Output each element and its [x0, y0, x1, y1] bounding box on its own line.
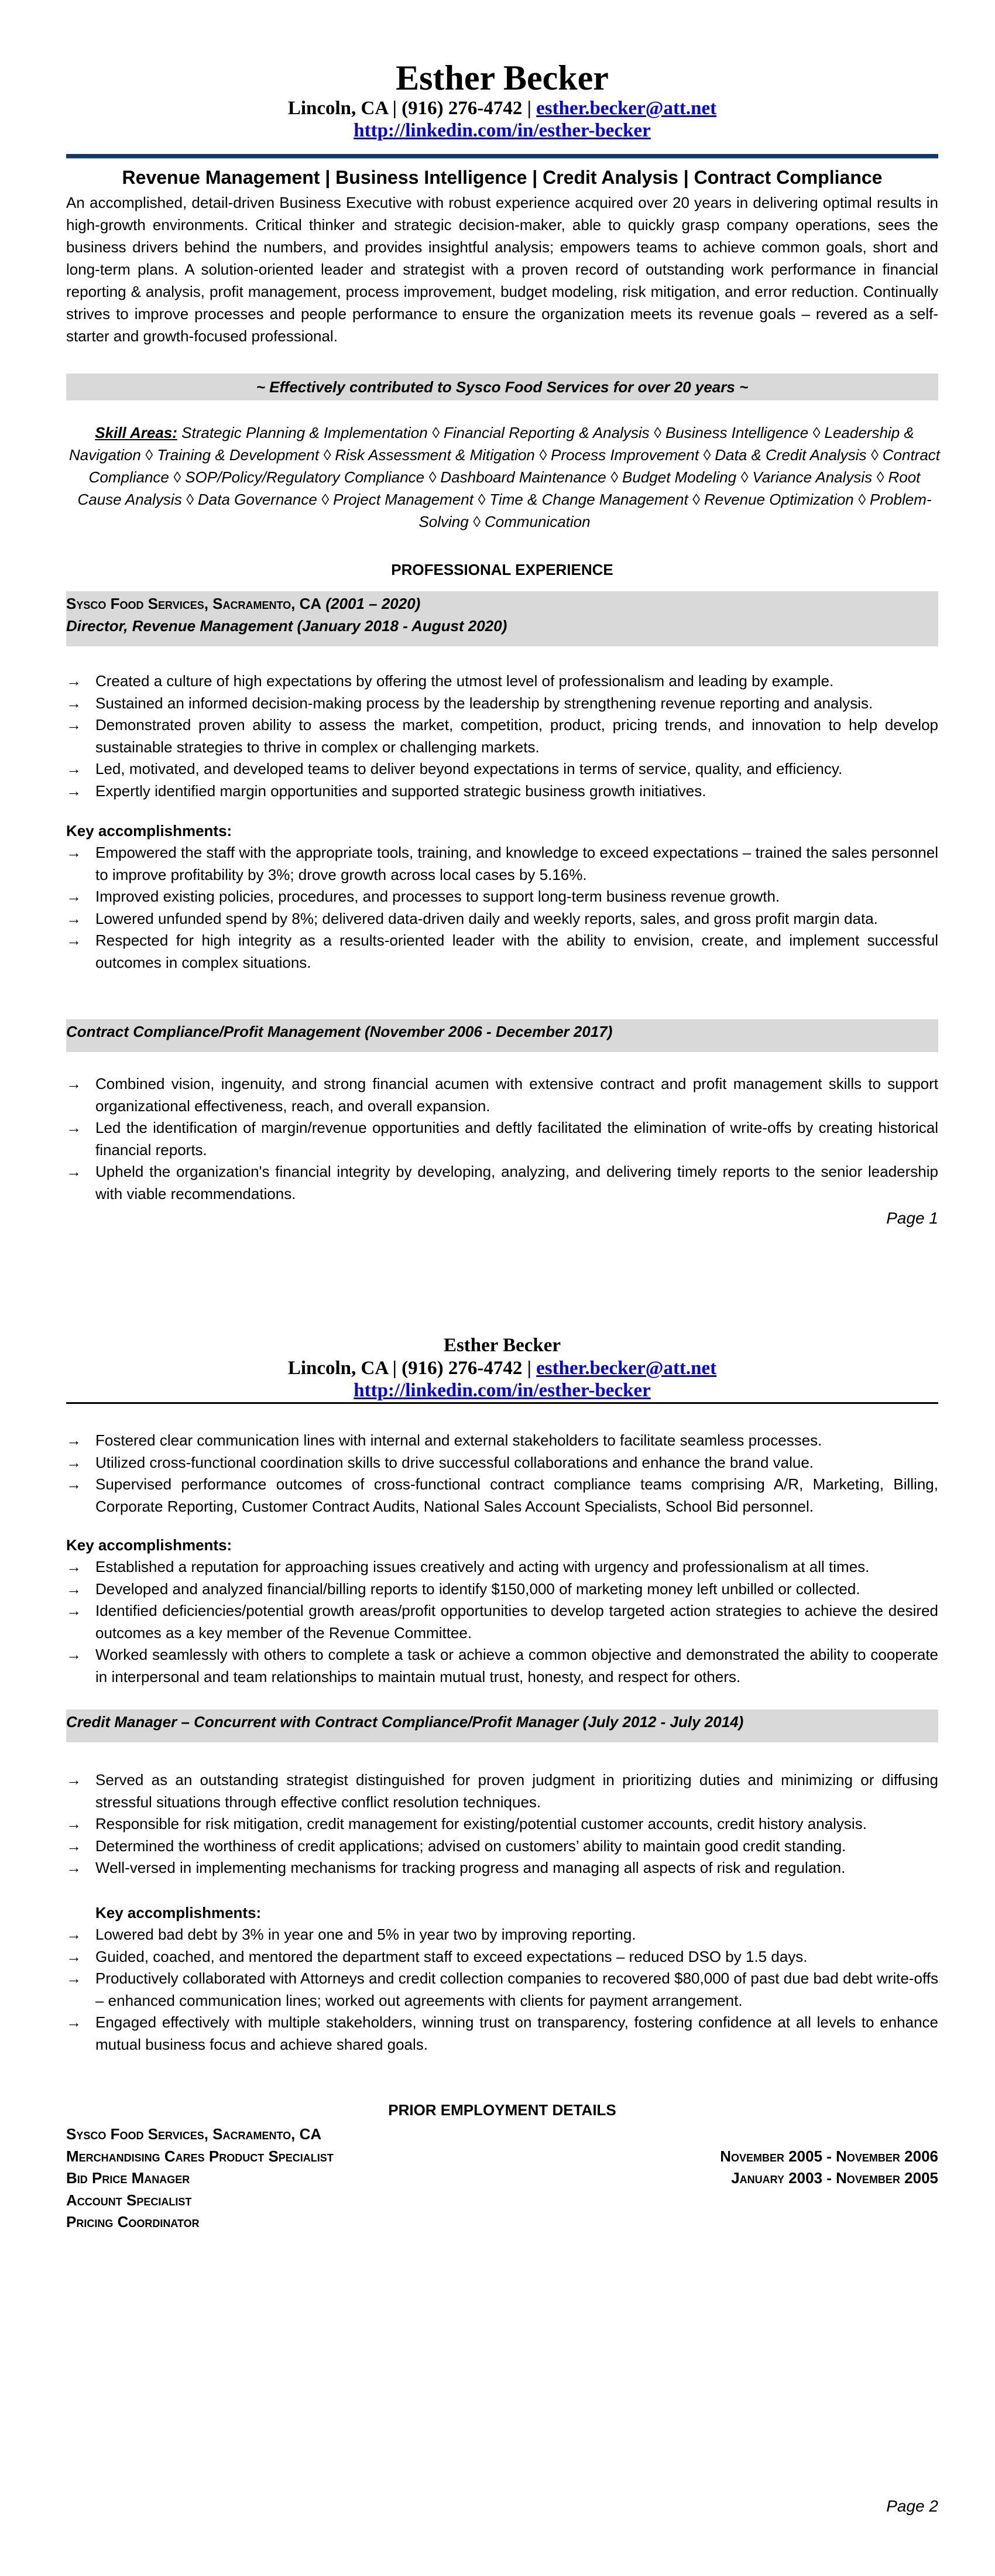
- prior-company: Sysco Food Services, Sacramento, CA: [66, 2125, 322, 2143]
- contact-line: [66, 97, 938, 119]
- list-item: → Fostered clear communication lines with internal and external stakeholders to facilitate seamless processes.: [66, 1430, 938, 1452]
- skill-areas-label: Skill Areas:: [95, 424, 177, 441]
- list-item: → Sustained an informed decision-making process by the leadership by strengthening revenue reporting and analysis.: [66, 693, 938, 715]
- arrow-bullet-icon: →: [66, 931, 81, 949]
- contract-compliance-duties-list: [66, 1073, 938, 1205]
- role-title-director: Director, Revenue Management (January 2018 - August 2020): [66, 617, 507, 635]
- list-item: → Served as an outstanding strategist distinguished for proven judgment in prioritizing duties and minimizing or diffusing stressful situations through effective conflict resolution techniques.: [66, 1769, 938, 1813]
- prior-employment-list: [66, 2123, 938, 2234]
- list-item: → Improved existing policies, procedures, and processes to support long-term business revenue growth.: [66, 886, 938, 908]
- linkedin-link[interactable]: http://linkedin.com/in/esther-becker: [354, 120, 651, 141]
- email-link[interactable]: esther.becker@att.net: [536, 98, 717, 119]
- list-item: → Empowered the staff with the appropriate tools, training, and knowledge to exceed expectations – trained the sales personnel to improve profitability by 3%; drove growth across local cases by 5.16%.: [66, 842, 938, 886]
- arrow-bullet-icon: →: [66, 1771, 81, 1789]
- linkedin-line: [66, 1379, 938, 1402]
- arrow-bullet-icon: →: [66, 1859, 81, 1876]
- skill-areas: [66, 422, 943, 533]
- location-phone: Lincoln, CA | (916) 276-4742 |: [287, 1358, 537, 1379]
- summary-paragraph: An accomplished, detail-driven Business Executive with robust experience acquired over 20 years in delivering optimal results in high-growth environments. Critical thinker and strategic decision-maker, able to quickly grasp company operations, sees the business drivers behind the numbers, and provides insightful analysis; empowers teams to achieve common goals, short and long-term plans. A solution-oriented leader and strategist with a proven record of outstanding work performance in financial reporting & analysis, profit management, process improvement, budget modeling, risk mitigation, and error reduction. Continually strives to improve processes and people performance to ensure the organization meets its revenue goals – revered as a self-starter and growth-focused professional.: [66, 194, 938, 345]
- arrow-bullet-icon: →: [66, 1815, 81, 1832]
- company-name: Sysco Food Services, Sacramento, CA: [66, 595, 322, 612]
- role-title-credit-manager: Credit Manager – Concurrent with Contract Compliance/Profit Manager (July 2012 - July 2014): [66, 1713, 744, 1731]
- arrow-bullet-icon: →: [66, 716, 81, 734]
- arrow-bullet-icon: →: [66, 844, 81, 861]
- arrow-bullet-icon: →: [66, 1602, 81, 1619]
- arrow-bullet-icon: →: [66, 760, 81, 777]
- key-accomplishments-heading: Key accomplishments:: [66, 1536, 232, 1554]
- arrow-bullet-icon: →: [66, 1580, 81, 1598]
- arrow-bullet-icon: →: [66, 909, 81, 927]
- arrow-bullet-icon: →: [66, 1969, 81, 1987]
- arrow-bullet-icon: →: [66, 1837, 81, 1855]
- arrow-bullet-icon: →: [66, 1163, 81, 1180]
- list-item: → Led the identification of margin/revenue opportunities and deftly facilitated the elimination of write-offs by creating historical financial reports.: [66, 1117, 938, 1161]
- arrow-bullet-icon: →: [66, 1453, 81, 1471]
- credit-manager-duties-list: [66, 1769, 938, 1879]
- contact-line: [66, 1357, 938, 1379]
- arrow-bullet-icon: →: [66, 782, 81, 800]
- list-item: → Respected for high integrity as a results-oriented leader with the ability to envision, create, and implement successful outcomes in complex situations.: [66, 930, 938, 974]
- list-item: → Productively collaborated with Attorneys and credit collection companies to recovered $80,000 of past due bad debt write-offs – enhanced communication lines; worked out agreements with clients for payment arrangement.: [66, 1968, 938, 2012]
- list-item: → Developed and analyzed financial/billing reports to identify $150,000 of marketing money left unbilled or collected.: [66, 1578, 938, 1601]
- arrow-bullet-icon: →: [66, 1075, 81, 1092]
- arrow-bullet-icon: →: [66, 1926, 81, 1943]
- key-accomplishments-heading: Key accomplishments:: [66, 822, 232, 840]
- section-title-experience: PROFESSIONAL EXPERIENCE: [391, 561, 613, 578]
- list-item: → Lowered bad debt by 3% in year one and 5% in year two by improving reporting.: [66, 1924, 938, 1946]
- contract-compliance-accomplishments-list: [66, 1556, 938, 1688]
- arrow-bullet-icon: →: [66, 2013, 81, 2031]
- company-dates: (2001 – 2020): [321, 595, 421, 612]
- list-item: → Guided, coached, and mentored the department staff to exceed expectations – reduced DSO by 1.5 days.: [66, 1946, 938, 1968]
- list-item: → Led, motivated, and developed teams to deliver beyond expectations in terms of service, quality, and efficiency.: [66, 758, 938, 780]
- list-item: → Engaged effectively with multiple stakeholders, winning trust on transparency, fostering confidence at all levels to enhance mutual business focus and achieve shared goals.: [66, 2012, 938, 2056]
- list-item: → Worked seamlessly with others to complete a task or achieve a common objective and demonstrated the ability to cooperate in interpersonal and team relationships to maintain mutual trust, honesty, and respect for others.: [66, 1644, 938, 1688]
- arrow-bullet-icon: →: [66, 694, 81, 712]
- headline: Revenue Management | Business Intelligence | Credit Analysis | Contract Compliance: [122, 167, 883, 188]
- list-item: → Lowered unfunded spend by 8%; delivered data-driven daily and weekly reports, sales, and gross profit margin data.: [66, 908, 938, 930]
- arrow-bullet-icon: →: [66, 1646, 81, 1663]
- location-phone: Lincoln, CA | (916) 276-4742 |: [287, 98, 537, 119]
- list-item: → Identified deficiencies/potential growth areas/profit opportunities to develop targeted action strategies to achieve the desired outcomes as a key member of the Revenue Committee.: [66, 1600, 938, 1644]
- list-item: → Created a culture of high expectations by offering the utmost level of professionalism and leading by example.: [66, 670, 938, 693]
- list-item: → Utilized cross-functional coordination skills to drive successful collaborations and enhance the brand value.: [66, 1452, 938, 1474]
- arrow-bullet-icon: →: [66, 1947, 81, 1965]
- header-divider: [66, 1402, 938, 1404]
- candidate-name: Esther Becker: [396, 59, 609, 97]
- linkedin-line: [66, 119, 938, 142]
- linkedin-link[interactable]: http://linkedin.com/in/esther-becker: [354, 1380, 651, 1401]
- role-title-contract-compliance: Contract Compliance/Profit Management (November 2006 - December 2017): [66, 1023, 613, 1040]
- skill-areas-list: Strategic Planning & Implementation ◊ Financial Reporting & Analysis ◊ Business Intelligence ◊ Leadership & Navigation ◊ Training & Development ◊ Risk Assessment & Mitigation ◊ Process Improvement ◊ Data & Credit Analysis ◊ Contract Compliance ◊ SOP/Policy/Regulatory Compliance ◊ Dashboard Maintenance ◊ Budget Modeling ◊ Variance Analysis ◊ Root Cause Analysis ◊ Data Governance ◊ Project Management ◊ Time & Change Management ◊ Revenue Optimization ◊ Problem-Solving ◊ Communication: [68, 424, 941, 530]
- list-item: → Demonstrated proven ability to assess the market, competition, product, pricing trends, and innovation to help develop sustainable strategies to thrive in complex or challenging markets.: [66, 714, 938, 758]
- arrow-bullet-icon: →: [66, 1431, 81, 1449]
- header-divider: [66, 154, 938, 159]
- prior-role-row: Bid Price Manager January 2003 - November 2005: [66, 2169, 938, 2187]
- arrow-bullet-icon: →: [66, 888, 81, 905]
- director-accomplishments-list: [66, 842, 938, 974]
- email-link[interactable]: esther.becker@att.net: [536, 1358, 717, 1379]
- list-item: → Combined vision, ingenuity, and strong financial acumen with extensive contract and profit management skills to support organizational effectiveness, reach, and overall expansion.: [66, 1073, 938, 1117]
- page2-header: [66, 1334, 938, 1402]
- job-header-contract-compliance: [66, 1019, 938, 1052]
- list-item: → Expertly identified margin opportunities and supported strategic business growth initiatives.: [66, 780, 938, 803]
- arrow-bullet-icon: →: [66, 1119, 81, 1136]
- list-item: → Supervised performance outcomes of cross-functional contract compliance teams comprising A/R, Marketing, Billing, Corporate Reporting, Customer Contract Audits, National Sales Account Specialists, School Bid personnel.: [66, 1474, 938, 1517]
- arrow-bullet-icon: →: [66, 1558, 81, 1575]
- credit-manager-accomplishments-list: [66, 1924, 938, 2056]
- key-accomplishments-heading: Key accomplishments:: [95, 1904, 262, 1921]
- arrow-bullet-icon: →: [66, 1475, 81, 1493]
- resume-page-2: [0, 1288, 995, 2576]
- prior-role-row: Account Specialist: [66, 2191, 192, 2209]
- list-item: → Established a reputation for approaching issues creatively and acting with urgency and professionalism at all times.: [66, 1556, 938, 1578]
- list-item: → Well-versed in implementing mechanisms for tracking progress and managing all aspects of risk and regulation.: [66, 1857, 938, 1879]
- job-header-credit-manager: [66, 1710, 938, 1742]
- prior-role-row: Merchandising Cares Product Specialist November 2005 - November 2006: [66, 2147, 938, 2165]
- arrow-bullet-icon: →: [66, 672, 81, 690]
- list-item: → Upheld the organization's financial integrity by developing, analyzing, and delivering timely reports to the senior leadership with viable recommendations.: [66, 1161, 938, 1205]
- prior-role-row: Pricing Coordinator: [66, 2213, 200, 2231]
- page1-header: [66, 59, 938, 142]
- director-duties-list: [66, 670, 938, 802]
- job-header-sysco: [66, 591, 938, 646]
- list-item: → Responsible for risk mitigation, credit management for existing/potential customer accounts, credit history analysis.: [66, 1813, 938, 1835]
- page-number-2: Page 2: [886, 2497, 938, 2515]
- candidate-name: Esther Becker: [443, 1335, 561, 1356]
- contract-compliance-duties-continued: [66, 1430, 938, 1517]
- section-title-prior-employment: PRIOR EMPLOYMENT DETAILS: [388, 2101, 616, 2119]
- list-item: → Determined the worthiness of credit applications; advised on customers’ ability to maintain good credit standing.: [66, 1835, 938, 1858]
- tenure-banner: ~ Effectively contributed to Sysco Food Services for over 20 years ~: [66, 374, 938, 400]
- page-number-1: Page 1: [886, 1209, 938, 1227]
